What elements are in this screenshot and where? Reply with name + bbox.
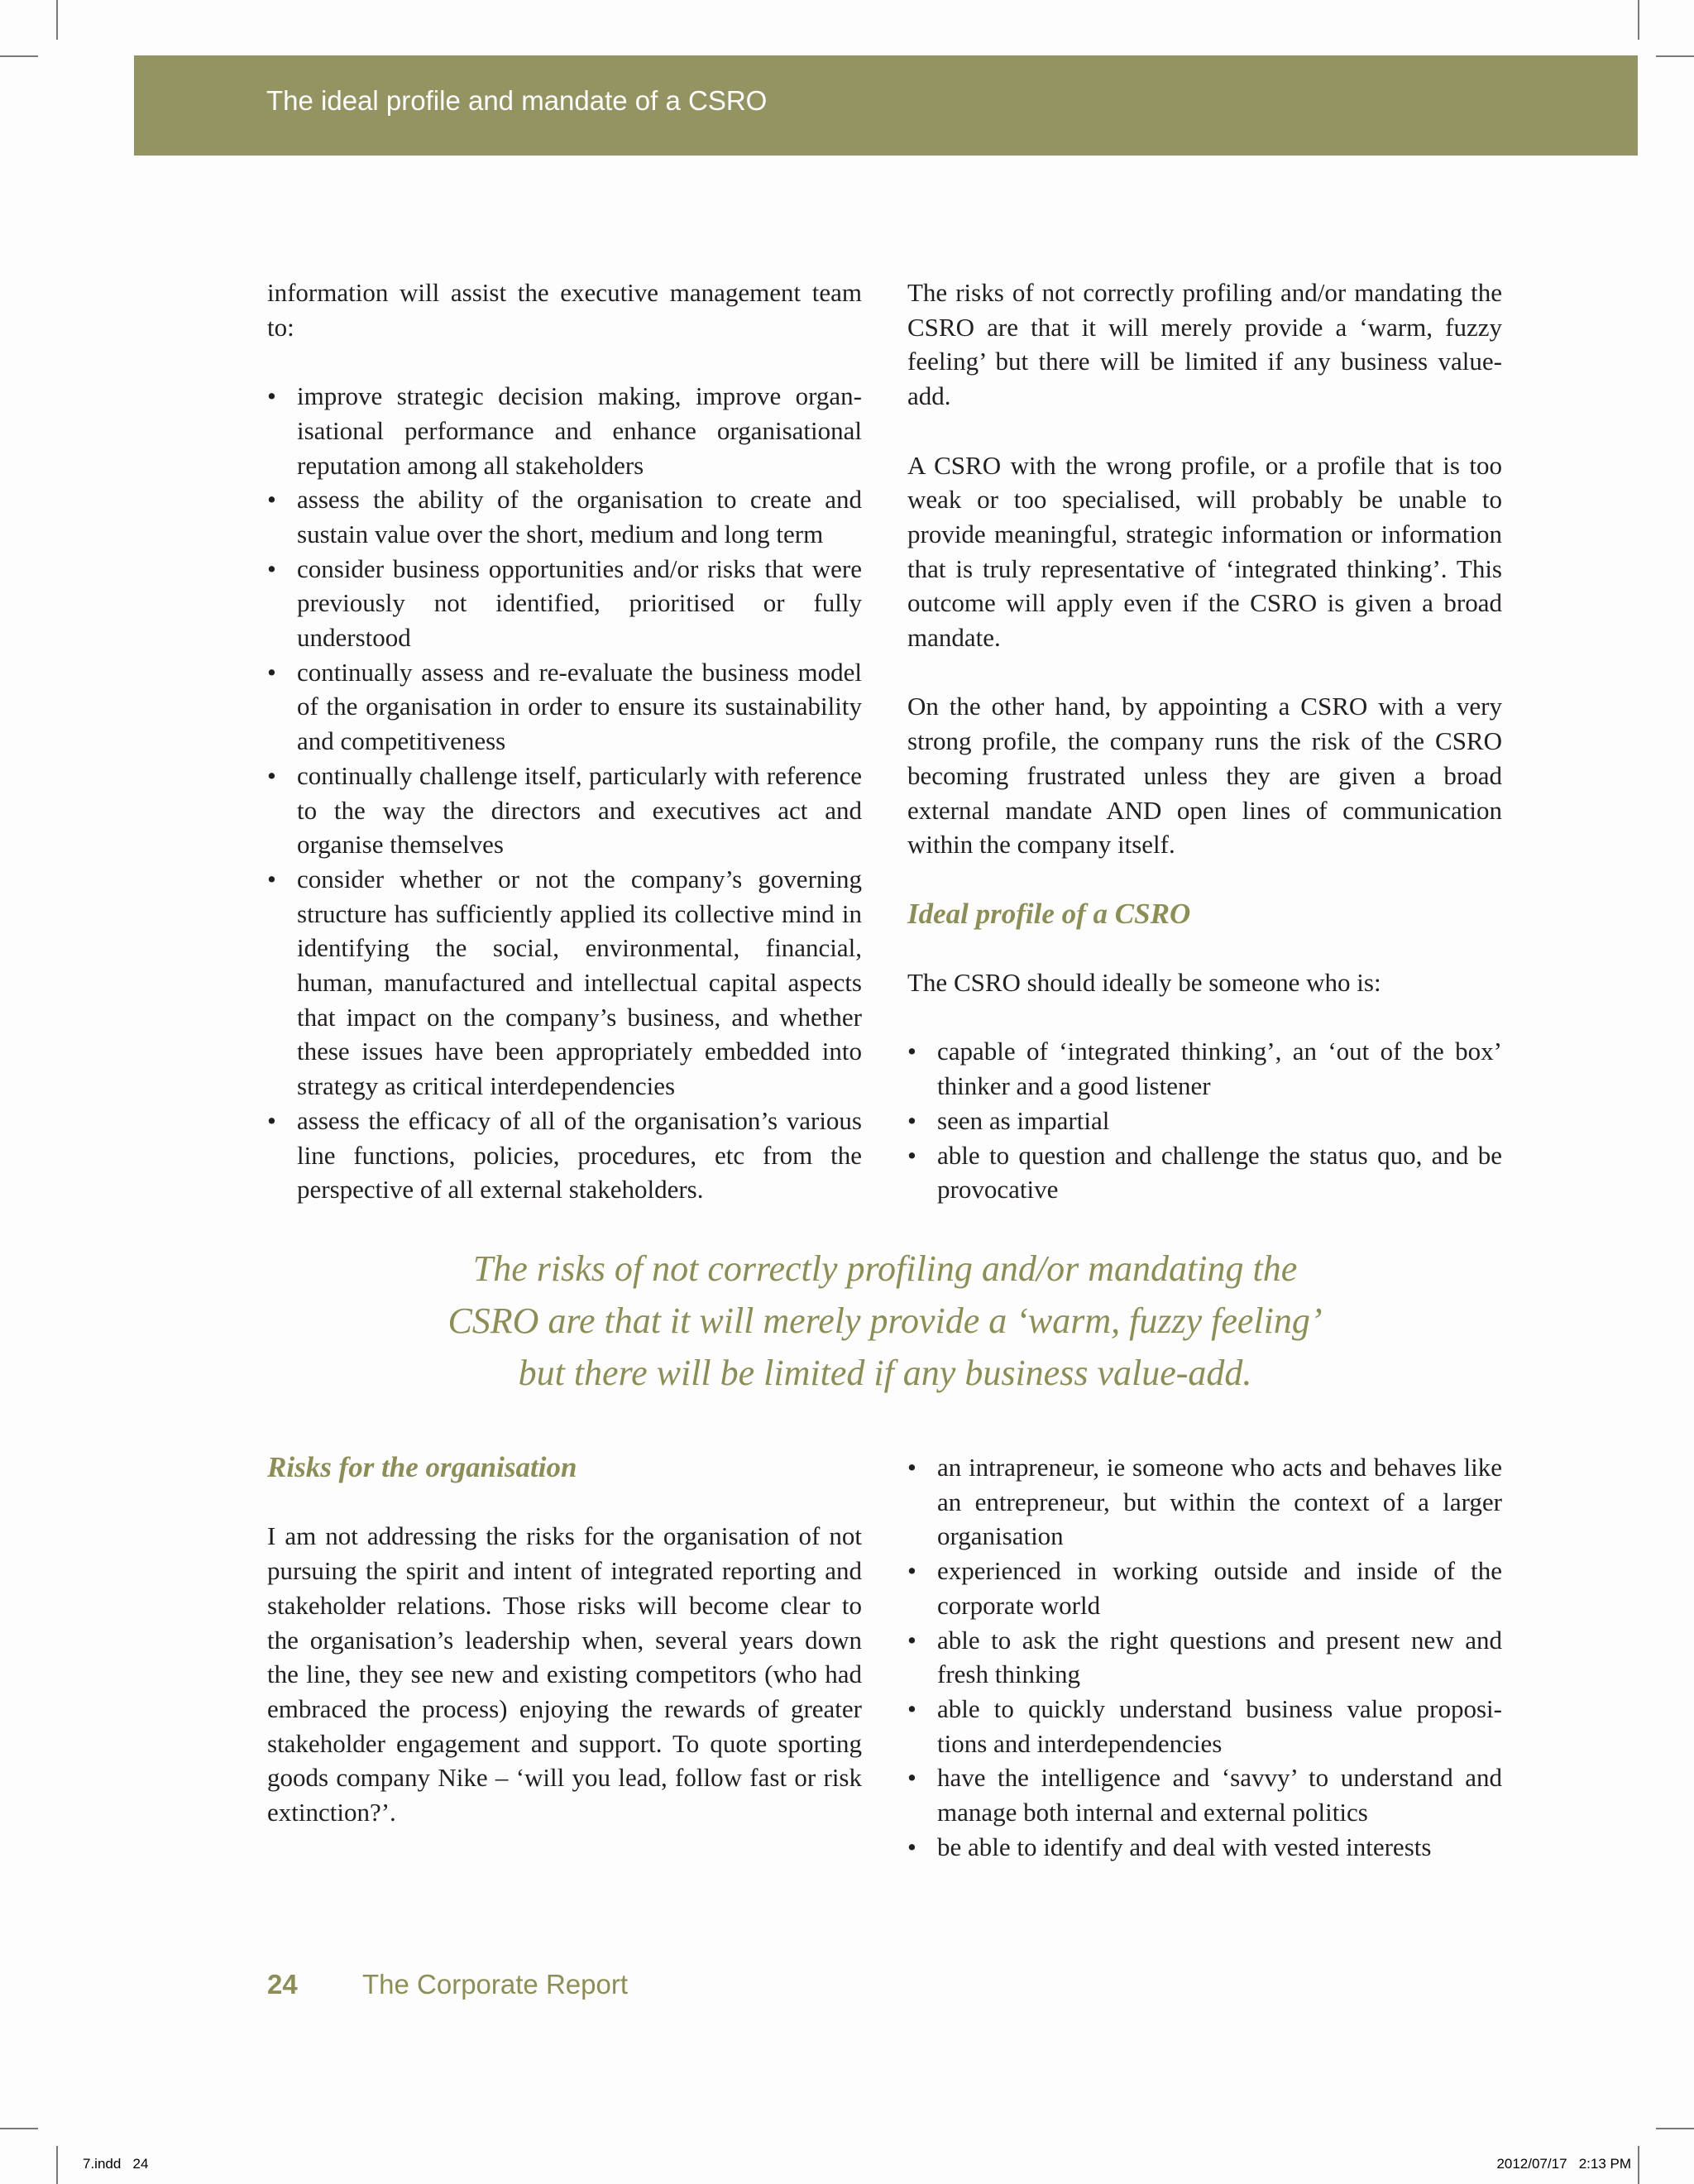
list-item: • able to question and challenge the status quo, and be provocative bbox=[907, 1138, 1502, 1207]
list-item: • able to quickly understand business value proposi-tions and interdependencies bbox=[907, 1692, 1502, 1760]
list-item: • improve strategic decision making, improve organ-isational performance and enhance organisational reputation among all stakeholders bbox=[267, 379, 862, 482]
lead-paragraph: The CSRO should ideally be someone who is: bbox=[907, 968, 1381, 997]
list-item: • assess the efficacy of all of the organisation’s various line functions, policies, procedures, etc from the perspective of all external stakeholders. bbox=[267, 1104, 862, 1207]
crop-mark bbox=[1656, 2128, 1694, 2129]
crop-mark bbox=[1638, 2146, 1639, 2184]
profile-list bbox=[907, 1034, 1502, 1207]
list-item: • assess the ability of the organisation to create and sustain value over the short, medium and long term bbox=[267, 482, 862, 551]
pull-quote-line: The risks of not correctly profiling and/or mandating the bbox=[472, 1248, 1298, 1289]
crop-mark bbox=[0, 2128, 38, 2129]
pull-quote bbox=[347, 1243, 1423, 1399]
crop-mark bbox=[1638, 0, 1639, 40]
crop-mark bbox=[56, 0, 58, 40]
list-item: • have the intelligence and ‘savvy’ to understand and manage both internal and external politics bbox=[907, 1760, 1502, 1829]
section-heading-risks: Risks for the organisation bbox=[267, 1451, 577, 1483]
right-column bbox=[907, 275, 1502, 1207]
crop-mark bbox=[0, 55, 38, 57]
lower-right-column bbox=[907, 1450, 1502, 1864]
list-item: • capable of ‘integrated thinking’, an ‘out of the box’ thinker and a good listener bbox=[907, 1034, 1502, 1103]
page-header-title: The ideal profile and mandate of a CSRO bbox=[266, 85, 768, 116]
list-item: • seen as impartial bbox=[907, 1104, 1502, 1138]
body-paragraph: On the other hand, by appointing a CSRO with a very strong profile, the company runs the risk of the CSRO becoming frustrated unless they are given a broad external mandate AND open lines of communication within the company itself. bbox=[907, 692, 1502, 860]
body-paragraph: The risks of not correctly profiling and/or mandating the CSRO are that it will merely provide a ‘warm, fuzzy feeling’ but there will be limited if any business value-add. bbox=[907, 278, 1502, 411]
pull-quote-line: CSRO are that it will merely provide a ‘warm, fuzzy feeling’ bbox=[447, 1300, 1323, 1341]
left-column bbox=[267, 275, 862, 1207]
print-slug-timestamp: 2012/07/17 2:13 PM bbox=[1496, 2156, 1631, 2172]
list-item: • consider whether or not the company’s governing structure has sufficiently applied its collective mind in identifying the social, environmental, financial, human, manufactured and intellectual capital aspects that impact on the company’s business, and whether these issues have been appropriately embedded into strategy as critical interdependencies bbox=[267, 862, 862, 1104]
list-item: • experienced in working outside and inside of the corporate world bbox=[907, 1554, 1502, 1622]
page-number: 24 bbox=[267, 1969, 298, 2000]
pull-quote-line: but there will be limited if any business value-add. bbox=[518, 1353, 1252, 1393]
header-band bbox=[134, 55, 1638, 156]
benefits-list bbox=[267, 379, 862, 1207]
list-item: • be able to identify and deal with vested interests bbox=[907, 1830, 1502, 1865]
publication-title: The Corporate Report bbox=[362, 1969, 628, 2000]
intro-paragraph: information will assist the executive management team to: bbox=[267, 278, 862, 342]
body-paragraph: I am not addressing the risks for the organisation of not pursuing the spirit and intent of integrated reporting and stakeholder relations. Those risks will become clear to the organisation’s leadership when, several years down the line, they see new and existing competitors (who had embraced the process) enjoying the rewards of greater stakeholder engagement and support. To quote sporting goods company Nike – ‘will you lead, follow fast or risk extinction?’. bbox=[267, 1521, 862, 1827]
print-slug-file: 7.indd 24 bbox=[83, 2156, 149, 2172]
list-item: • an intrapreneur, ie someone who acts and behaves like an entrepreneur, but within the context of a larger organisation bbox=[907, 1450, 1502, 1554]
list-item: • continually assess and re-evaluate the business model of the organisation in order to ensure its sustainability and competitiveness bbox=[267, 655, 862, 759]
section-heading-ideal-profile: Ideal profile of a CSRO bbox=[907, 897, 1191, 930]
body-paragraph: A CSRO with the wrong profile, or a profile that is too weak or too specialised, will probably be unable to provide meaningful, strategic information or information that is truly representative of ‘integrated thinking’. This outcome will apply even if the CSRO is given a broad mandate. bbox=[907, 450, 1502, 653]
page-footer bbox=[267, 1969, 628, 2000]
lower-left-column bbox=[267, 1450, 862, 1830]
list-item: • continually challenge itself, particularly with reference to the way the directors and executives act and organise themselves bbox=[267, 759, 862, 862]
crop-mark bbox=[1656, 55, 1694, 57]
crop-mark bbox=[56, 2146, 58, 2184]
profile-list-continued bbox=[907, 1450, 1502, 1864]
list-item: • able to ask the right questions and present new and fresh thinking bbox=[907, 1623, 1502, 1692]
list-item: • consider business opportunities and/or risks that were previously not identified, prioritised or fully understood bbox=[267, 552, 862, 655]
